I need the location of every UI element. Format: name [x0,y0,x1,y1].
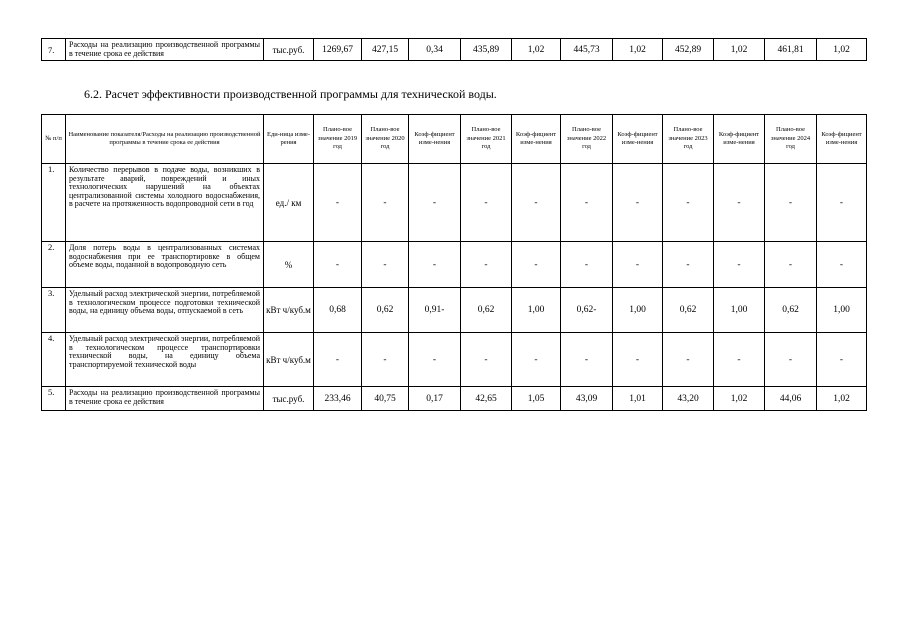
header-cell: Еди-ница изме-рения [264,115,314,164]
header-cell: № п/п [42,115,66,164]
value-cell: 43,09 [561,387,613,411]
value-cell: 0,62 [461,288,512,333]
header-cell: Плано-вое значение 2023 год [663,115,714,164]
value-cell: 0,62- [561,288,613,333]
value-cell: - [714,242,765,288]
table-header-row [42,115,867,164]
row-number: 7. [42,39,66,61]
row-unit: кВт ч/куб.м [264,288,314,333]
row-name: Расходы на реализацию производственной программы в течение срока ее действия [66,387,264,411]
value-cell: - [561,242,613,288]
row-name: Расходы на реализацию производственной программы в течение срока ее действия [66,39,264,61]
value-cell: - [714,164,765,242]
row-unit: тыс.руб. [264,39,314,61]
header-cell: Плано-вое значение 2022 год [561,115,613,164]
value-cell: - [512,242,561,288]
value-cell: 1,05 [512,387,561,411]
header-cell: Коэф-фициент изме-нения [714,115,765,164]
row-number: 5. [42,387,66,411]
row-name: Удельный расход электрической энергии, потребляемой в технологическом процессе транспортировки технической воды, на единицу объема транспортируемой технической воды [66,333,264,387]
table-row [42,333,867,387]
value-cell: 461,81 [765,39,817,61]
value-cell: - [613,333,663,387]
value-cell: 1,02 [512,39,561,61]
row-name: Удельный расход электрической энергии, потребляемой в технологическом процессе подготовки технической воды, на единицу объема воды, отпускаемой в сеть [66,288,264,333]
header-cell: Коэф-фициент изме-нения [409,115,461,164]
value-cell: - [765,242,817,288]
row-number: 4. [42,333,66,387]
value-cell: - [362,242,409,288]
value-cell: - [817,333,867,387]
value-cell: 42,65 [461,387,512,411]
value-cell: - [409,333,461,387]
value-cell: 0,68 [314,288,362,333]
efficiency-table [41,114,867,411]
header-cell: Плано-вое значение 2019 год [314,115,362,164]
value-cell: 1,02 [817,387,867,411]
row-name: Доля потерь воды в централизованных системах водоснабжения при ее транспортировке в общем объеме воды, поданной в водопроводную сеть [66,242,264,288]
header-cell: Наименование показателя/Расходы на реализацию производственной программы в течение срока ее действия [66,115,264,164]
value-cell: 1,00 [512,288,561,333]
value-cell: - [663,164,714,242]
value-cell: 1,00 [817,288,867,333]
header-cell: Плано-вое значение 2020 год [362,115,409,164]
row-unit: % [264,242,314,288]
value-cell: - [362,164,409,242]
value-cell: 40,75 [362,387,409,411]
row-unit: ед./ км [264,164,314,242]
table-row [42,387,867,411]
value-cell: - [663,242,714,288]
value-cell: - [817,164,867,242]
row-name: Количество перерывов в подаче воды, возникших в результате аварий, повреждений и иных технологических нарушений на объектах централизованной системы холодного водоснабжения, в расчете на протяженность водопроводной сети в год [66,164,264,242]
value-cell: - [314,333,362,387]
continuation-table [41,38,867,61]
value-cell: 233,46 [314,387,362,411]
header-cell: Коэф-фициент изме-нения [613,115,663,164]
value-cell: - [765,164,817,242]
value-cell: 1,01 [613,387,663,411]
value-cell: - [663,333,714,387]
row-unit: кВт ч/куб.м [264,333,314,387]
header-cell: Коэф-фициент изме-нения [512,115,561,164]
value-cell: - [409,242,461,288]
value-cell: 43,20 [663,387,714,411]
value-cell: - [512,164,561,242]
value-cell: 0,17 [409,387,461,411]
table-row [42,288,867,333]
header-cell: Плано-вое значение 2024 год [765,115,817,164]
value-cell: - [817,242,867,288]
row-number: 3. [42,288,66,333]
value-cell: 1,00 [714,288,765,333]
value-cell: - [362,333,409,387]
value-cell: - [561,164,613,242]
value-cell: - [561,333,613,387]
value-cell: 427,15 [362,39,409,61]
table-row [42,164,867,242]
value-cell: 435,89 [461,39,512,61]
value-cell: 0,62 [663,288,714,333]
header-cell: Коэф-фициент изме-нения [817,115,867,164]
value-cell: - [613,164,663,242]
table-row [42,39,867,61]
value-cell: 0,62 [362,288,409,333]
value-cell: 1,02 [714,387,765,411]
value-cell: 452,89 [663,39,714,61]
table-row [42,242,867,288]
value-cell: 445,73 [561,39,613,61]
value-cell: 1,02 [613,39,663,61]
value-cell: 1269,67 [314,39,362,61]
value-cell: - [512,333,561,387]
value-cell: 1,02 [714,39,765,61]
section-title: 6.2. Расчет эффективности производственной программы для технической воды. [84,87,497,101]
value-cell: - [314,164,362,242]
row-number: 2. [42,242,66,288]
value-cell: - [461,242,512,288]
row-unit: тыс.руб. [264,387,314,411]
value-cell: 1,02 [817,39,867,61]
value-cell: - [461,164,512,242]
value-cell: - [765,333,817,387]
value-cell: 1,00 [613,288,663,333]
value-cell: - [461,333,512,387]
value-cell: 0,62 [765,288,817,333]
value-cell: - [314,242,362,288]
value-cell: 44,06 [765,387,817,411]
value-cell: - [613,242,663,288]
value-cell: 0,34 [409,39,461,61]
row-number: 1. [42,164,66,242]
value-cell: 0,91- [409,288,461,333]
value-cell: - [409,164,461,242]
header-cell: Плано-вое значение 2021 год [461,115,512,164]
value-cell: - [714,333,765,387]
